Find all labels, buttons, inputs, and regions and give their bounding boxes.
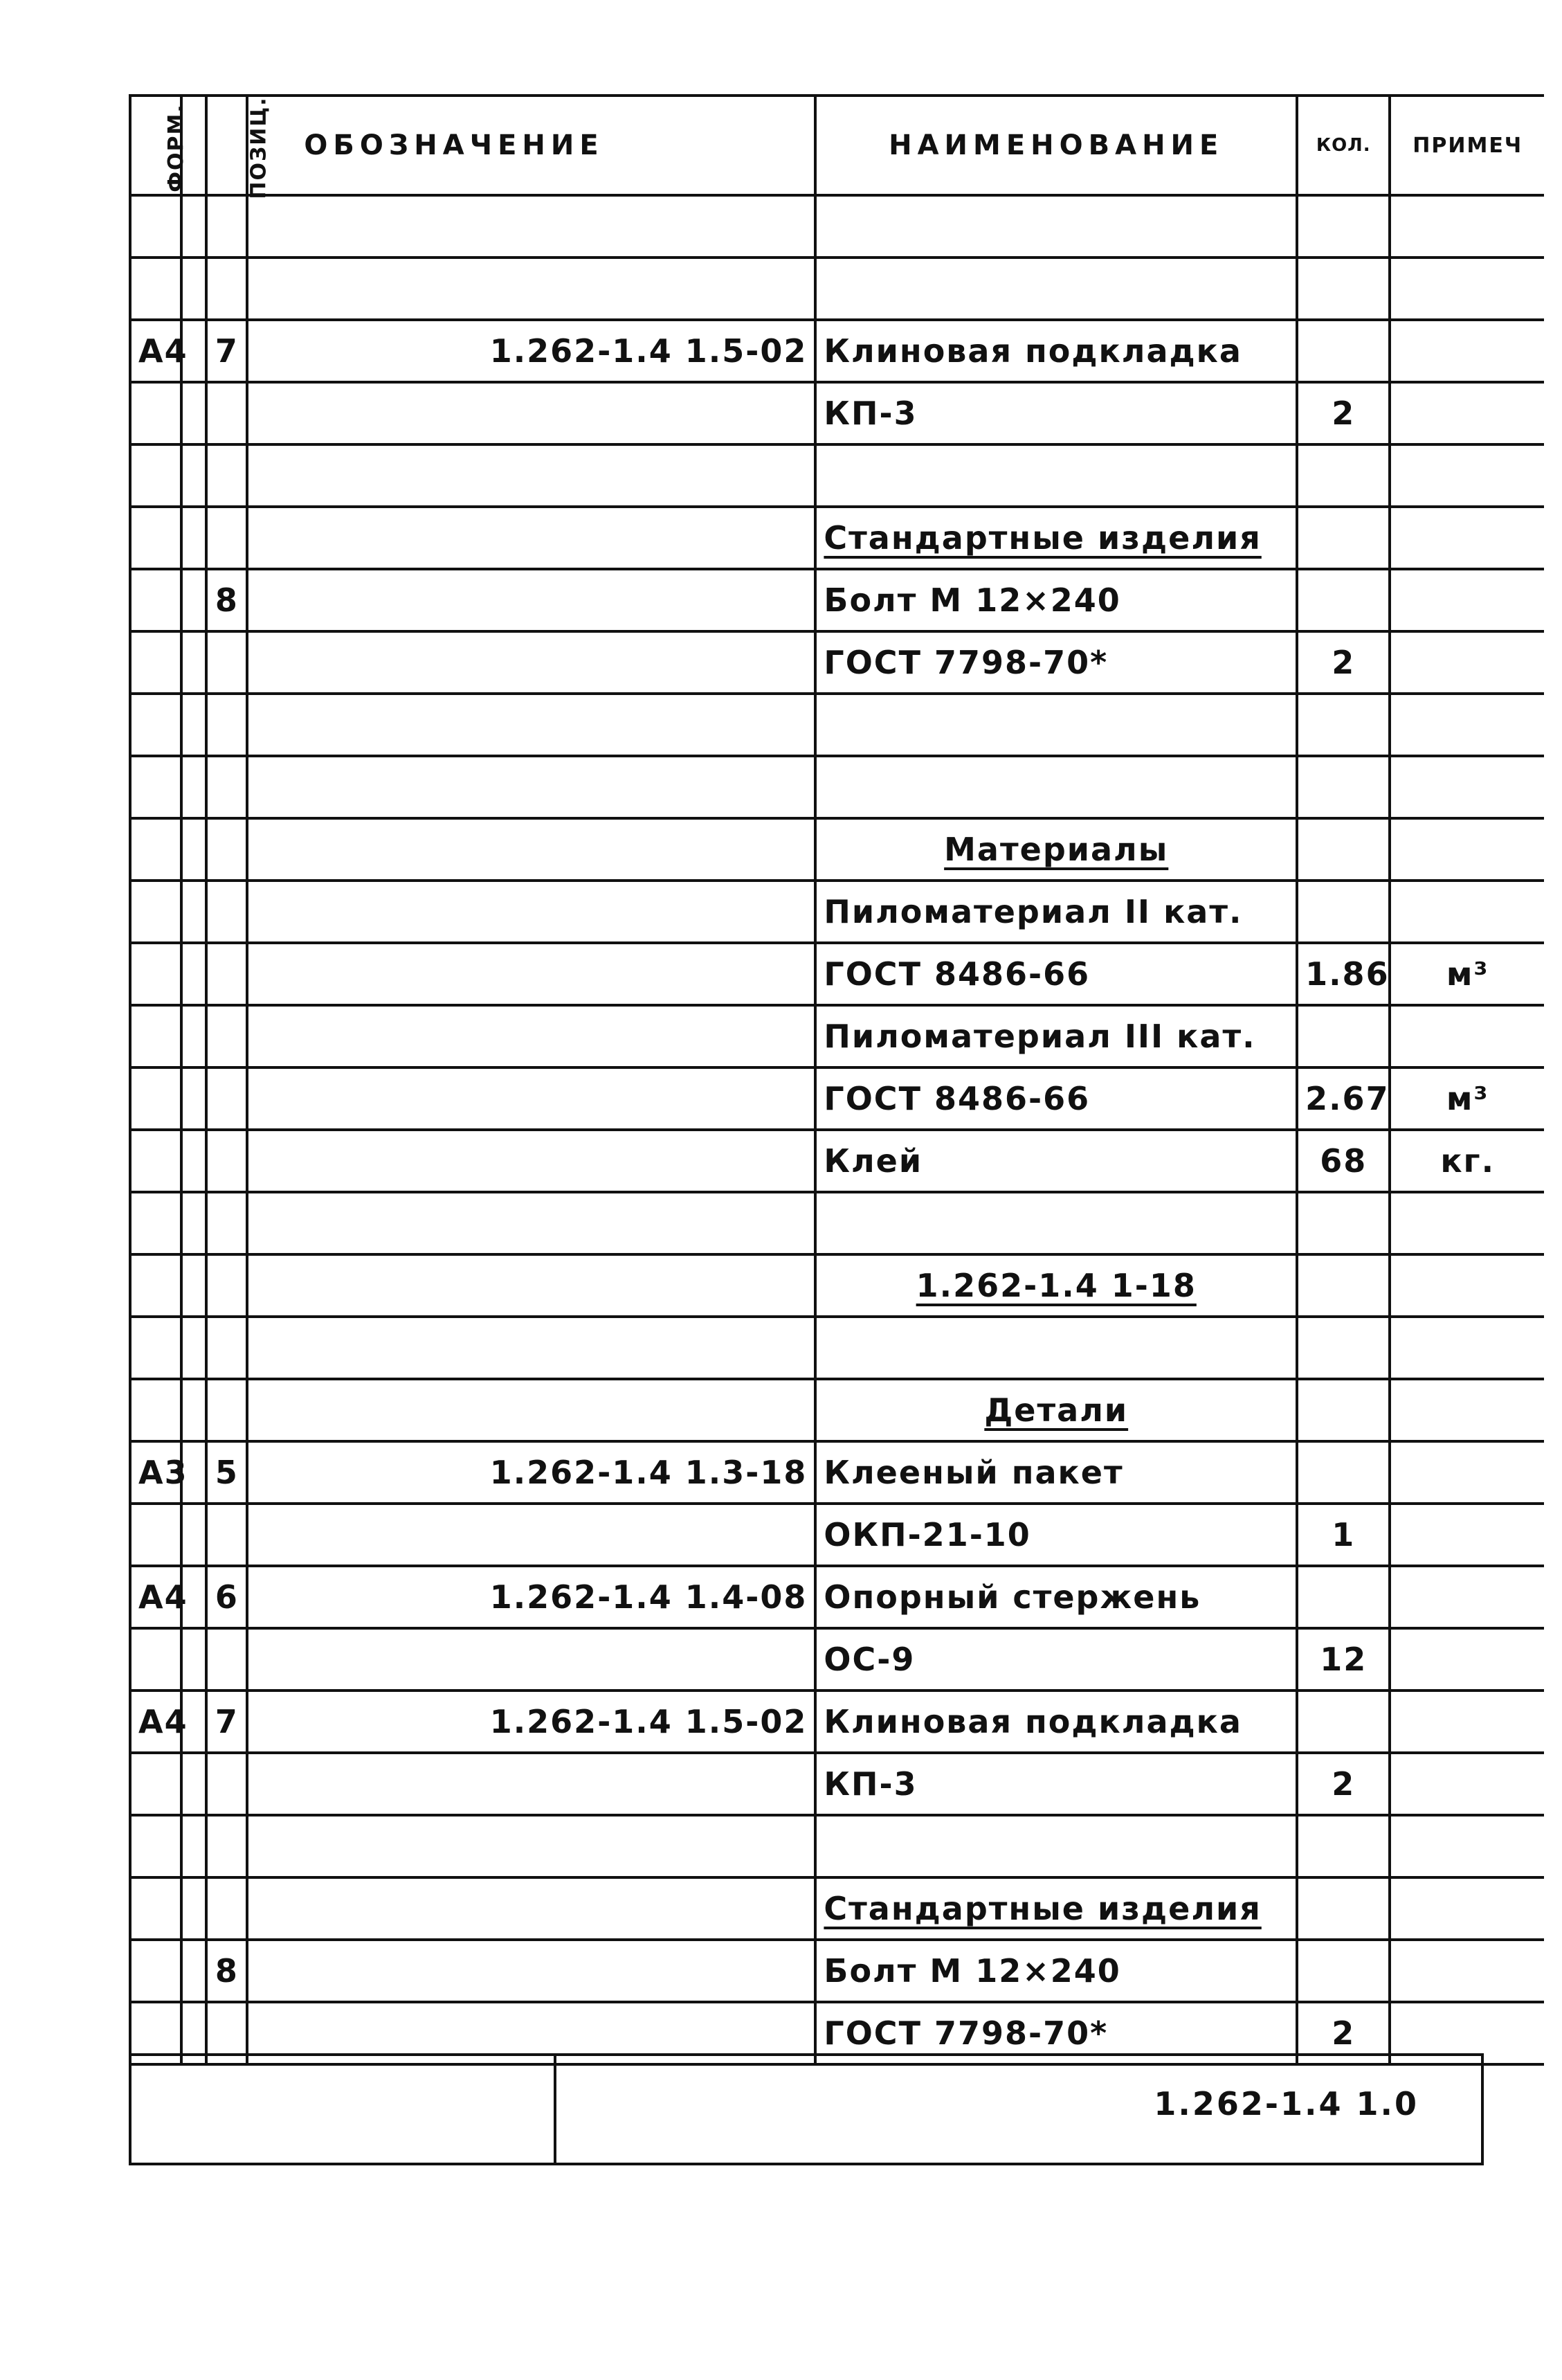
position-cell — [206, 569, 247, 631]
position-cell — [206, 320, 247, 382]
note-cell — [1390, 1628, 1544, 1691]
position-cell — [206, 694, 247, 756]
form-cell-text: А4 — [138, 1578, 188, 1616]
table-row — [130, 195, 1544, 258]
note-cell — [1390, 1254, 1544, 1317]
designation-cell — [247, 320, 815, 382]
form-cell — [130, 1504, 181, 1566]
zone-cell — [181, 444, 206, 507]
table-row — [130, 382, 1544, 444]
position-cell-text: 7 — [215, 1703, 239, 1740]
zone-cell — [181, 195, 206, 258]
quantity-cell — [1297, 1379, 1390, 1441]
quantity-cell — [1297, 1628, 1390, 1691]
designation-cell — [247, 943, 815, 1005]
note-cell — [1390, 631, 1544, 694]
designation-cell — [247, 1192, 815, 1254]
quantity-cell — [1297, 1940, 1390, 2002]
note-cell — [1390, 1192, 1544, 1254]
quantity-cell-text: 2 — [1332, 1765, 1356, 1803]
note-cell — [1390, 258, 1544, 320]
form-cell — [130, 258, 181, 320]
form-cell — [130, 943, 181, 1005]
table-row — [130, 631, 1544, 694]
zone-cell — [181, 881, 206, 943]
table-header-row — [130, 96, 1544, 195]
name-cell — [815, 943, 1297, 1005]
position-cell — [206, 382, 247, 444]
header-note: ПРИМЕЧ — [1390, 96, 1544, 195]
position-cell — [206, 1691, 247, 1753]
position-cell-text: 8 — [215, 1952, 239, 1990]
position-cell — [206, 444, 247, 507]
name-cell-text: КП-3 — [824, 1765, 918, 1803]
quantity-cell — [1297, 569, 1390, 631]
note-cell — [1390, 1441, 1544, 1504]
table-row — [130, 1317, 1544, 1379]
name-cell — [815, 1815, 1297, 1877]
name-cell — [815, 1504, 1297, 1566]
zone-cell — [181, 258, 206, 320]
designation-cell-text: 1.262-1.4 1.3-18 — [489, 1454, 808, 1491]
designation-cell-text: 1.262-1.4 1.4-08 — [489, 1578, 808, 1616]
name-cell — [815, 1254, 1297, 1317]
position-cell-text: 5 — [215, 1454, 239, 1491]
document-code: 1.262-1.4 1.0 — [1154, 2085, 1419, 2122]
quantity-cell — [1297, 1192, 1390, 1254]
position-cell — [206, 1504, 247, 1566]
position-cell — [206, 1566, 247, 1628]
form-cell — [130, 1067, 181, 1130]
name-cell-text: ГОСТ 7798-70* — [824, 644, 1109, 681]
note-cell — [1390, 694, 1544, 756]
form-cell — [130, 1940, 181, 2002]
position-cell — [206, 1254, 247, 1317]
header-position: ПОЗИЦ. — [206, 96, 247, 195]
name-cell — [815, 694, 1297, 756]
table-row — [130, 1691, 1544, 1753]
designation-cell — [247, 195, 815, 258]
note-cell — [1390, 195, 1544, 258]
name-cell — [815, 444, 1297, 507]
position-cell — [206, 195, 247, 258]
designation-cell — [247, 631, 815, 694]
designation-cell — [247, 507, 815, 569]
header-name: НАИМЕНОВАНИЕ — [815, 96, 1297, 195]
note-cell-text: м³ — [1446, 1080, 1489, 1117]
zone-cell — [181, 631, 206, 694]
designation-cell — [247, 1566, 815, 1628]
form-cell — [130, 569, 181, 631]
designation-cell — [247, 1317, 815, 1379]
note-cell-text: м³ — [1446, 955, 1489, 993]
note-cell-text: кг. — [1440, 1142, 1496, 1180]
position-cell — [206, 1441, 247, 1504]
form-cell — [130, 1317, 181, 1379]
form-cell — [130, 1130, 181, 1192]
note-cell — [1390, 1379, 1544, 1441]
name-cell — [815, 1628, 1297, 1691]
zone-cell — [181, 943, 206, 1005]
name-cell-text: ОС-9 — [824, 1641, 916, 1678]
table-row — [130, 1130, 1544, 1192]
quantity-cell — [1297, 507, 1390, 569]
form-cell — [130, 818, 181, 881]
form-cell — [130, 1192, 181, 1254]
name-cell — [815, 1566, 1297, 1628]
zone-cell — [181, 1628, 206, 1691]
quantity-cell — [1297, 1317, 1390, 1379]
table-row — [130, 1192, 1544, 1254]
name-cell-text: Клей — [824, 1142, 923, 1180]
name-cell — [815, 1067, 1297, 1130]
name-cell — [815, 1753, 1297, 1815]
table-row — [130, 756, 1544, 818]
name-cell — [815, 569, 1297, 631]
note-cell — [1390, 756, 1544, 818]
name-cell — [815, 1379, 1297, 1441]
note-cell — [1390, 1317, 1544, 1379]
name-cell-text: Клееный пакет — [824, 1454, 1124, 1491]
quantity-cell — [1297, 1130, 1390, 1192]
quantity-cell — [1297, 195, 1390, 258]
table-row — [130, 1815, 1544, 1877]
table-row — [130, 1628, 1544, 1691]
name-cell-text: Пиломатериал II кат. — [824, 893, 1243, 930]
name-cell — [815, 1130, 1297, 1192]
form-cell — [130, 320, 188, 382]
name-cell — [815, 507, 1297, 569]
name-cell-text: Пиломатериал III кат. — [824, 1018, 1256, 1055]
quantity-cell — [1297, 1815, 1390, 1877]
name-cell-text: Клиновая подкладка — [824, 1703, 1242, 1740]
zone-cell — [181, 1005, 206, 1067]
form-cell-text: А3 — [138, 1454, 188, 1491]
form-cell — [130, 1815, 181, 1877]
table-row — [130, 1753, 1544, 1815]
designation-cell — [247, 1691, 815, 1753]
zone-cell — [181, 1192, 206, 1254]
designation-cell — [247, 1379, 815, 1441]
designation-cell-text: 1.262-1.4 1.5-02 — [489, 1703, 808, 1740]
designation-cell — [247, 258, 815, 320]
quantity-cell — [1297, 881, 1390, 943]
designation-cell — [247, 1877, 815, 1940]
zone-cell — [181, 1317, 206, 1379]
designation-cell — [247, 818, 815, 881]
designation-cell — [247, 1753, 815, 1815]
position-cell-text: 6 — [215, 1578, 239, 1616]
header-designation: ОБОЗНАЧЕНИЕ — [247, 96, 815, 195]
form-cell — [130, 507, 181, 569]
designation-cell — [247, 694, 815, 756]
form-cell — [130, 1877, 181, 1940]
quantity-cell — [1297, 258, 1390, 320]
quantity-cell — [1297, 818, 1390, 881]
designation-cell — [247, 1254, 815, 1317]
name-cell — [815, 818, 1297, 881]
table-row — [130, 1005, 1544, 1067]
name-cell-text: Клиновая подкладка — [824, 332, 1242, 370]
designation-cell — [247, 1815, 815, 1877]
zone-cell — [181, 1940, 206, 2002]
position-cell — [206, 881, 247, 943]
form-cell — [130, 195, 181, 258]
note-cell — [1390, 818, 1544, 881]
designation-cell — [247, 1940, 815, 2002]
name-cell-text: Стандартные изделия — [824, 1890, 1262, 1927]
quantity-cell-text: 2 — [1332, 644, 1356, 681]
name-cell-text: Детали — [984, 1391, 1129, 1429]
designation-cell — [247, 1005, 815, 1067]
position-cell — [206, 258, 247, 320]
note-cell — [1390, 1067, 1544, 1130]
note-cell — [1390, 1130, 1544, 1192]
name-cell-text: 1.262-1.4 1-18 — [916, 1267, 1197, 1304]
zone-cell — [181, 1877, 206, 1940]
name-cell-text: Опорный стержень — [824, 1578, 1201, 1616]
zone-cell — [181, 1130, 206, 1192]
header-quantity: КОЛ. — [1297, 96, 1390, 195]
table-row — [130, 444, 1544, 507]
zone-cell — [181, 1504, 206, 1566]
form-cell — [130, 382, 181, 444]
position-cell — [206, 1379, 247, 1441]
form-cell — [130, 1566, 188, 1628]
name-cell-text: ГОСТ 8486-66 — [824, 1080, 1091, 1117]
form-cell — [130, 756, 181, 818]
note-cell — [1390, 943, 1544, 1005]
position-cell — [206, 1005, 247, 1067]
designation-cell — [247, 1504, 815, 1566]
name-cell — [815, 258, 1297, 320]
note-cell — [1390, 1877, 1544, 1940]
zone-cell — [181, 694, 206, 756]
position-cell — [206, 1815, 247, 1877]
position-cell — [206, 1067, 247, 1130]
quantity-cell — [1297, 320, 1390, 382]
note-cell — [1390, 382, 1544, 444]
quantity-cell — [1297, 1441, 1390, 1504]
table-row — [130, 1067, 1544, 1130]
designation-cell — [247, 881, 815, 943]
name-cell — [815, 195, 1297, 258]
position-cell — [206, 1877, 247, 1940]
specification-table — [129, 94, 1544, 2066]
quantity-cell — [1297, 1691, 1390, 1753]
position-cell — [206, 631, 247, 694]
table-body — [130, 195, 1544, 2064]
name-cell-text: Материалы — [944, 831, 1169, 868]
note-cell — [1390, 1504, 1544, 1566]
name-cell — [815, 631, 1297, 694]
quantity-cell — [1297, 1254, 1390, 1317]
form-cell — [130, 444, 181, 507]
quantity-cell-text: 68 — [1320, 1142, 1368, 1180]
name-cell — [815, 1005, 1297, 1067]
name-cell — [815, 1691, 1297, 1753]
designation-cell — [247, 1067, 815, 1130]
designation-cell — [247, 756, 815, 818]
note-cell — [1390, 569, 1544, 631]
note-cell — [1390, 881, 1544, 943]
note-cell — [1390, 507, 1544, 569]
table-row — [130, 258, 1544, 320]
name-cell-text: Болт М 12×240 — [824, 1952, 1121, 1990]
designation-cell — [247, 1628, 815, 1691]
quantity-cell — [1297, 631, 1390, 694]
table-row — [130, 569, 1544, 631]
table-row — [130, 1504, 1544, 1566]
quantity-cell-text: 2 — [1332, 395, 1356, 432]
form-cell — [130, 1254, 181, 1317]
specification-sheet — [129, 94, 1544, 2171]
table-row — [130, 694, 1544, 756]
position-cell — [206, 1192, 247, 1254]
zone-cell — [181, 1815, 206, 1877]
name-cell-text: ОКП-21-10 — [824, 1516, 1031, 1553]
position-cell-text: 7 — [215, 332, 239, 370]
form-cell — [130, 631, 181, 694]
position-cell — [206, 818, 247, 881]
note-cell — [1390, 444, 1544, 507]
position-cell — [206, 1753, 247, 1815]
table-row — [130, 1441, 1544, 1504]
position-cell — [206, 943, 247, 1005]
form-cell — [130, 694, 181, 756]
quantity-cell-text: 1 — [1332, 1516, 1356, 1553]
position-cell — [206, 1940, 247, 2002]
quantity-cell — [1297, 1566, 1390, 1628]
table-row — [130, 881, 1544, 943]
zone-cell — [181, 1067, 206, 1130]
quantity-cell-text: 12 — [1320, 1641, 1368, 1678]
position-cell — [206, 756, 247, 818]
name-cell-text: Стандартные изделия — [824, 519, 1262, 557]
quantity-cell-text: 2 — [1332, 2014, 1356, 2052]
quantity-cell — [1297, 1753, 1390, 1815]
table-row — [130, 1877, 1544, 1940]
position-cell — [206, 1628, 247, 1691]
designation-cell — [247, 444, 815, 507]
designation-cell-text: 1.262-1.4 1.5-02 — [489, 332, 808, 370]
form-cell — [130, 1691, 188, 1753]
designation-cell — [247, 382, 815, 444]
name-cell — [815, 756, 1297, 818]
designation-cell — [247, 1441, 815, 1504]
quantity-cell — [1297, 1067, 1390, 1130]
note-cell — [1390, 1815, 1544, 1877]
position-cell-text: 8 — [215, 582, 239, 619]
name-cell-text: ГОСТ 8486-66 — [824, 955, 1091, 993]
name-cell — [815, 1940, 1297, 2002]
name-cell-text: КП-3 — [824, 395, 918, 432]
quantity-cell — [1297, 1504, 1390, 1566]
zone-cell — [181, 507, 206, 569]
note-cell — [1390, 1566, 1544, 1628]
quantity-cell-text: 1.86 — [1305, 955, 1390, 993]
zone-cell — [181, 818, 206, 881]
designation-cell — [247, 569, 815, 631]
note-cell — [1390, 320, 1544, 382]
note-cell — [1390, 1753, 1544, 1815]
table-row — [130, 1940, 1544, 2002]
designation-cell — [247, 1130, 815, 1192]
form-cell — [130, 1379, 181, 1441]
form-cell-text: А4 — [138, 332, 188, 370]
form-cell — [130, 1005, 181, 1067]
zone-cell — [181, 1254, 206, 1317]
quantity-cell — [1297, 444, 1390, 507]
quantity-cell — [1297, 382, 1390, 444]
form-cell — [130, 1628, 181, 1691]
quantity-cell — [1297, 1005, 1390, 1067]
quantity-cell — [1297, 694, 1390, 756]
table-row — [130, 1379, 1544, 1441]
quantity-cell — [1297, 943, 1390, 1005]
table-row — [130, 1254, 1544, 1317]
quantity-cell — [1297, 1877, 1390, 1940]
title-block — [129, 2053, 1484, 2165]
table-row — [130, 943, 1544, 1005]
quantity-cell-text: 2.67 — [1305, 1080, 1390, 1117]
name-cell — [815, 1192, 1297, 1254]
zone-cell — [181, 1753, 206, 1815]
table-row — [130, 507, 1544, 569]
note-cell — [1390, 1691, 1544, 1753]
title-block-divider — [554, 2056, 556, 2163]
name-cell — [815, 382, 1297, 444]
form-cell — [130, 881, 181, 943]
table-row — [130, 320, 1544, 382]
table-row — [130, 1566, 1544, 1628]
name-cell — [815, 320, 1297, 382]
table-row — [130, 818, 1544, 881]
zone-cell — [181, 569, 206, 631]
position-cell — [206, 507, 247, 569]
zone-cell — [181, 1379, 206, 1441]
note-cell — [1390, 1940, 1544, 2002]
position-cell — [206, 1130, 247, 1192]
form-cell — [130, 1753, 181, 1815]
quantity-cell — [1297, 756, 1390, 818]
position-cell — [206, 1317, 247, 1379]
zone-cell — [181, 756, 206, 818]
form-cell — [130, 1441, 188, 1504]
zone-cell — [181, 382, 206, 444]
name-cell — [815, 1441, 1297, 1504]
note-cell — [1390, 1005, 1544, 1067]
name-cell-text: ГОСТ 7798-70* — [824, 2014, 1109, 2052]
header-form: ФОРМ. — [130, 96, 181, 195]
form-cell-text: А4 — [138, 1703, 188, 1740]
name-cell — [815, 1317, 1297, 1379]
name-cell — [815, 881, 1297, 943]
name-cell — [815, 1877, 1297, 1940]
name-cell-text: Болт М 12×240 — [824, 582, 1121, 619]
